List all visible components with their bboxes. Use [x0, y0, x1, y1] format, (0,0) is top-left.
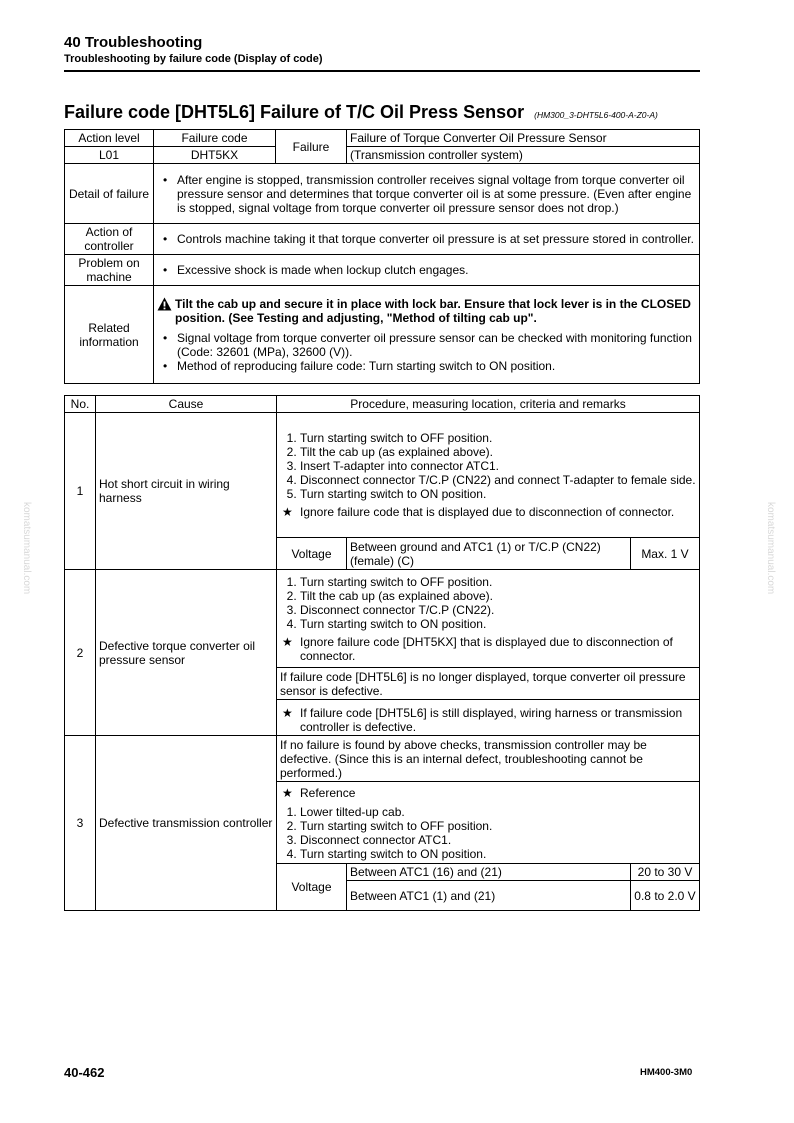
section-title: 40 Troubleshooting — [64, 34, 203, 51]
cause-3-text: Defective transmission controller — [96, 736, 277, 911]
cause-3-no: 3 — [65, 736, 96, 911]
cause-1-voltage-label: Voltage — [277, 538, 347, 570]
cause-3-step: 4. Turn starting switch to ON position. — [300, 847, 696, 861]
failure-desc-1: Failure of Torque Converter Oil Pressure Sensor — [347, 130, 700, 147]
action-label: Action of controller — [65, 224, 154, 255]
failure-desc-2: (Transmission controller system) — [347, 147, 700, 164]
section-subtitle: Troubleshooting by failure code (Display of code) — [64, 53, 323, 65]
related-warning-text: Tilt the cab up and secure it in place with lock bar. Ensure that lock lever is in the CLOSED position. (See Testing and adjusting, "Method of tilting cab up". — [175, 296, 691, 325]
col-procedure-header: Procedure, measuring location, criteria and remarks — [277, 396, 700, 413]
watermark-left: komatsumanual.com — [21, 502, 32, 595]
header-divider — [64, 70, 700, 72]
cause-1-procedure — [277, 413, 700, 538]
cause-1-no: 1 — [65, 413, 96, 570]
cause-1-step: 3. Insert T-adapter into connector ATC1. — [300, 459, 696, 473]
cause-2-step: 4. Turn starting switch to ON position. — [300, 617, 696, 631]
failure-info-table — [64, 129, 700, 384]
col-cause-header: Cause — [96, 396, 277, 413]
warning-icon — [157, 297, 172, 314]
cause-2-no: 2 — [65, 570, 96, 736]
cause-2-step: 2. Tilt the cab up (as explained above). — [300, 589, 696, 603]
failure-label: Failure — [276, 130, 347, 164]
cause-3-step: 1. Lower tilted-up cab. — [300, 805, 696, 819]
cause-3-voltage-label: Voltage — [277, 864, 347, 911]
cause-3-voltage-location-1: Between ATC1 (16) and (21) — [347, 864, 631, 881]
cause-2-note2: ★ If failure code [DHT5L6] is still displayed, wiring harness or transmission controller is defective. — [280, 706, 696, 734]
page-number: 40-462 — [64, 1065, 105, 1080]
action-level-value: L01 — [65, 147, 154, 164]
cause-3-step: 3. Disconnect connector ATC1. — [300, 833, 696, 847]
cause-3-voltage-value-1: 20 to 30 V — [631, 864, 700, 881]
action-level-label: Action level — [65, 130, 154, 147]
cause-1-text: Hot short circuit in wiring harness — [96, 413, 277, 570]
cause-1-step: 2. Tilt the cab up (as explained above). — [300, 445, 696, 459]
related-item-1: • Signal voltage from torque converter oil pressure sensor can be checked with monitoring function (Code: 32601 (MPa), 32600 (V)). — [177, 331, 696, 359]
page-title-text: Failure code [DHT5L6] Failure of T/C Oil Press Sensor — [64, 102, 525, 122]
cause-1-step: 4. Disconnect connector T/C.P (CN22) and connect T-adapter to female side. — [300, 473, 696, 487]
page-title-ref: (HM300_3-DHT5L6-400-A-Z0-A) — [534, 110, 658, 120]
detail-cell — [154, 164, 700, 224]
model-code: HM400-3M0 — [640, 1067, 693, 1078]
detail-text: • After engine is stopped, transmission controller receives signal voltage from torque converter oil pressure sensor and determines that torque converter oil is at some pressure. (Even after engine is stopped, signal voltage from torque converter oil pressure sensor does not drop.) — [177, 173, 696, 215]
cause-table — [64, 395, 700, 911]
page-title — [64, 102, 658, 123]
action-text: • Controls machine taking it that torque converter oil pressure is at set pressure stored in controller. — [177, 232, 696, 246]
cause-2-note: ★ Ignore failure code [DHT5KX] that is displayed due to disconnection of connector. — [280, 635, 696, 663]
cause-2-step: 1. Turn starting switch to OFF position. — [300, 575, 696, 589]
cause-3-voltage-value-2: 0.8 to 2.0 V — [631, 881, 700, 911]
cause-1-voltage-location: Between ground and ATC1 (1) or T/C.P (CN22) (female) (C) — [347, 538, 631, 570]
cause-2-step: 3. Disconnect connector T/C.P (CN22). — [300, 603, 696, 617]
cause-3-reference: ★ Reference — [280, 786, 696, 800]
problem-cell — [154, 255, 700, 286]
failure-code-label: Failure code — [154, 130, 276, 147]
related-label: Related information — [65, 286, 154, 384]
cause-1-note: ★ Ignore failure code that is displayed due to disconnection of connector. — [280, 505, 696, 519]
cause-2-text: Defective torque converter oil pressure sensor — [96, 570, 277, 736]
cause-2-note2-cell — [277, 700, 700, 736]
problem-text: • Excessive shock is made when lockup clutch engages. — [177, 263, 696, 277]
related-item-2: • Method of reproducing failure code: Turn starting switch to ON position. — [177, 359, 696, 373]
watermark-right: komatsumanual.com — [765, 502, 776, 595]
col-no-header: No. — [65, 396, 96, 413]
failure-code-value: DHT5KX — [154, 147, 276, 164]
related-warning — [157, 297, 696, 325]
cause-2-procedure — [277, 570, 700, 668]
cause-3-step: 2. Turn starting switch to OFF position. — [300, 819, 696, 833]
cause-1-step: 1. Turn starting switch to OFF position. — [300, 431, 696, 445]
cause-1-step: 5. Turn starting switch to ON position. — [300, 487, 696, 501]
cause-1-voltage-value: Max. 1 V — [631, 538, 700, 570]
related-cell — [154, 286, 700, 384]
cause-2-result: If failure code [DHT5L6] is no longer displayed, torque converter oil pressure sensor is defective. — [277, 668, 700, 700]
detail-label: Detail of failure — [65, 164, 154, 224]
cause-3-voltage-location-2: Between ATC1 (1) and (21) — [347, 881, 631, 911]
cause-3-intro: If no failure is found by above checks, transmission controller may be defective. (Since this is an internal defect, troubleshooting cannot be performed.) — [277, 736, 700, 782]
problem-label: Problem on machine — [65, 255, 154, 286]
cause-3-procedure — [277, 804, 700, 864]
action-cell — [154, 224, 700, 255]
cause-3-reference-cell — [277, 782, 700, 804]
